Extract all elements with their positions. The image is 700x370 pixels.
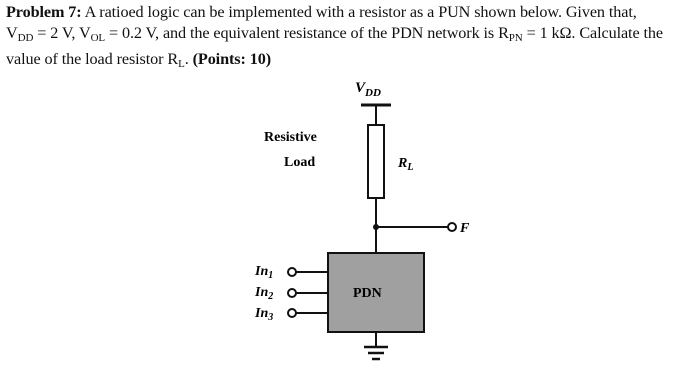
- problem-intro: A ratioed logic can be implemented with a resistor as a PUN shown below. Given that,: [81, 3, 637, 21]
- ground-icon: [364, 347, 388, 359]
- rl-symbol: R: [167, 50, 179, 68]
- problem-line3-end: .: [184, 50, 193, 68]
- resistive-label: Resistive: [264, 130, 317, 145]
- problem-line3: value of the load resistor: [6, 50, 168, 68]
- vol-subscript: OL: [90, 32, 106, 44]
- vdd-subscript: DD: [17, 32, 34, 44]
- points-label: (Points: 10): [192, 50, 271, 68]
- input-3-terminal: [288, 309, 296, 317]
- vol-value: = 0.2 V, and the equivalent resistance of the PDN network is: [105, 24, 499, 42]
- vol-symbol: V: [78, 24, 91, 42]
- vdd-symbol: V: [6, 24, 18, 42]
- rl-subscript: L: [178, 58, 185, 70]
- input-2-label: $In_2$: [255, 285, 274, 302]
- input-2-terminal: [288, 289, 296, 297]
- pdn-label: PDN: [353, 286, 382, 301]
- output-terminal: [448, 223, 456, 231]
- vdd-value: = 2 V,: [33, 24, 79, 42]
- input-3-label: $In_3$: [255, 306, 274, 323]
- rpn-subscript: PN: [508, 32, 523, 44]
- vdd-label: $V_{DD}$: [355, 80, 381, 99]
- input-1-label: $In_1$: [255, 264, 274, 281]
- load-resistor: [368, 125, 384, 198]
- rpn-value: = 1 kΩ. Calculate the: [522, 24, 663, 42]
- input-1-terminal: [288, 268, 296, 276]
- problem-number: Problem 7:: [6, 3, 82, 21]
- load-label: Load: [284, 155, 316, 170]
- rl-label: $R_L$: [398, 156, 414, 173]
- output-f-label: F: [460, 221, 470, 236]
- rpn-symbol: R: [498, 24, 509, 42]
